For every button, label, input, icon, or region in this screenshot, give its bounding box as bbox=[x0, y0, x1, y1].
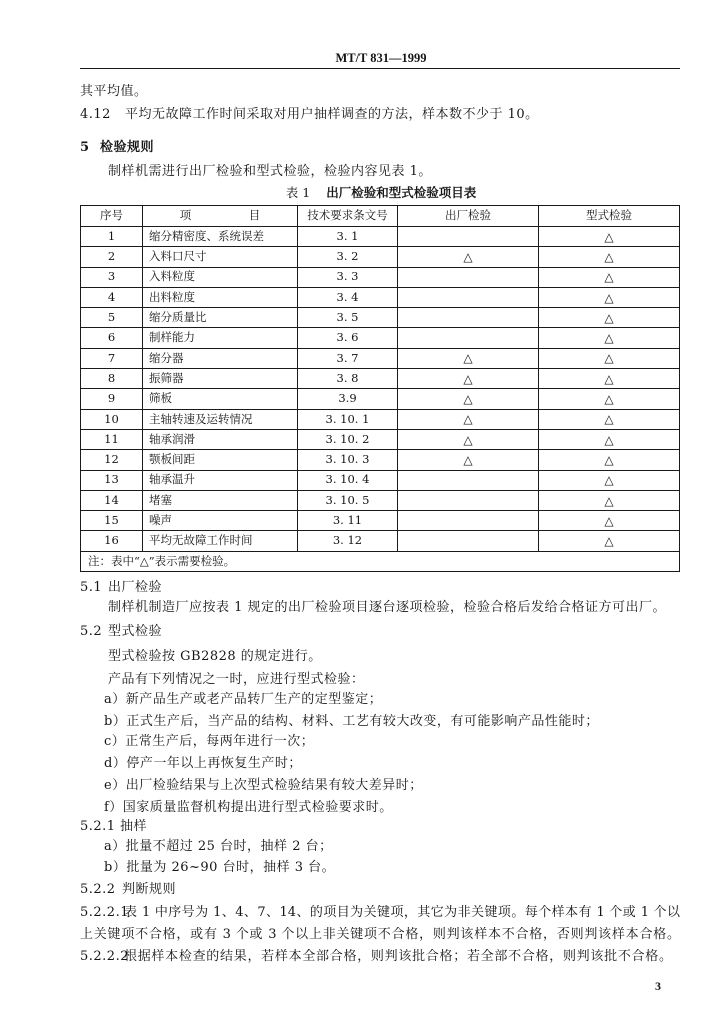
clause-5-2-1-number: 5.2.1 bbox=[80, 819, 116, 834]
header-item: 项 目 bbox=[143, 206, 298, 227]
header-no: 序号 bbox=[81, 206, 143, 227]
clause-5-2-2-title: 判断规则 bbox=[122, 882, 177, 897]
row-type-mark: △ bbox=[539, 409, 680, 429]
section-5-intro: 制样机需进行出厂检验和型式检验，检验内容见表 1。 bbox=[108, 164, 432, 179]
clause-5-1-title: 出厂检验 bbox=[108, 580, 163, 595]
clause-5-2-2-1-number: 5.2.2.1 bbox=[80, 905, 129, 920]
table-row bbox=[81, 409, 680, 429]
condition-item-a: a）新产品生产或老产品转厂生产的定型鉴定； bbox=[104, 692, 383, 707]
table-row bbox=[81, 389, 680, 409]
row-clause: 3. 7 bbox=[298, 348, 398, 368]
condition-item-f: f）国家质量监督机构提出进行型式检验要求时。 bbox=[104, 800, 393, 815]
clause-5-2-text: 型式检验按 GB2828 的规定进行。 bbox=[108, 649, 322, 664]
row-clause: 3. 3 bbox=[298, 267, 398, 287]
row-item: 入料口尺寸 bbox=[143, 247, 298, 267]
row-factory-mark bbox=[398, 308, 539, 328]
table-row bbox=[81, 450, 680, 470]
table-row bbox=[81, 348, 680, 368]
clause-4-12-text: 平均无故障工作时间采取对用户抽样调查的方法，样本数不少于 10。 bbox=[125, 107, 539, 122]
table-row bbox=[81, 490, 680, 510]
header-clause: 技术要求条文号 bbox=[298, 206, 398, 227]
table-label: 表 1 bbox=[285, 185, 311, 200]
row-item: 缩分质量比 bbox=[143, 308, 298, 328]
row-type-mark: △ bbox=[539, 308, 680, 328]
table-row bbox=[81, 267, 680, 287]
row-item: 出料粒度 bbox=[143, 287, 298, 307]
row-item: 轴承润滑 bbox=[143, 429, 298, 449]
header-rule bbox=[80, 68, 680, 69]
row-type-mark: △ bbox=[539, 429, 680, 449]
table-title: 出厂检验和型式检验项目表 bbox=[326, 185, 477, 200]
clause-5-2-2-2-number: 5.2.2.2 bbox=[80, 949, 129, 964]
row-item: 轴承温升 bbox=[143, 470, 298, 490]
row-factory-mark bbox=[398, 328, 539, 348]
clause-5-1-number: 5.1 bbox=[80, 580, 103, 595]
row-type-mark: △ bbox=[539, 490, 680, 510]
row-factory-mark: △ bbox=[398, 409, 539, 429]
header-type-inspection: 型式检验 bbox=[539, 206, 680, 227]
row-number: 3 bbox=[81, 267, 143, 287]
sampling-item-b: b）批量为 26~90 台时，抽样 3 台。 bbox=[104, 860, 336, 875]
clause-5-1-text: 制样机制造厂应按表 1 规定的出厂检验项目逐台逐项检验，检验合格后发给合格证方可出厂。 bbox=[108, 600, 667, 615]
row-number: 4 bbox=[81, 287, 143, 307]
table-row bbox=[81, 287, 680, 307]
table-row bbox=[81, 227, 680, 247]
row-factory-mark: △ bbox=[398, 389, 539, 409]
row-type-mark: △ bbox=[539, 247, 680, 267]
row-type-mark: △ bbox=[539, 531, 680, 551]
page-number: 3 bbox=[655, 979, 661, 993]
row-clause: 3. 1 bbox=[298, 227, 398, 247]
row-factory-mark: △ bbox=[398, 348, 539, 368]
row-item: 振筛器 bbox=[143, 369, 298, 389]
row-type-mark: △ bbox=[539, 227, 680, 247]
table-row bbox=[81, 247, 680, 267]
row-factory-mark: △ bbox=[398, 247, 539, 267]
condition-item-b: b）正式生产后，当产品的结构、材料、工艺有较大改变，有可能影响产品性能时； bbox=[104, 714, 599, 729]
row-clause: 3. 4 bbox=[298, 287, 398, 307]
row-factory-mark: △ bbox=[398, 429, 539, 449]
row-factory-mark bbox=[398, 511, 539, 531]
condition-item-e: e）出厂检验结果与上次型式检验结果有较大差异时； bbox=[104, 778, 423, 793]
row-item: 颚板间距 bbox=[143, 450, 298, 470]
condition-item-d: d）停产一年以上再恢复生产时； bbox=[104, 756, 302, 771]
row-clause: 3. 6 bbox=[298, 328, 398, 348]
table-row bbox=[81, 429, 680, 449]
table-caption bbox=[80, 185, 682, 201]
inspection-items-table bbox=[80, 205, 680, 572]
row-factory-mark: △ bbox=[398, 369, 539, 389]
table-row bbox=[81, 470, 680, 490]
row-item: 制样能力 bbox=[143, 328, 298, 348]
clause-5-2-2-number: 5.2.2 bbox=[80, 882, 116, 897]
clause-5-2-2-2-text: 根据样本检查的结果，若样本全部合格，则判该批合格；若全部不合格，则判该批不合格。 bbox=[124, 949, 672, 964]
header-factory-inspection: 出厂检验 bbox=[398, 206, 539, 227]
row-clause: 3. 11 bbox=[298, 511, 398, 531]
clause-5-2-title: 型式检验 bbox=[108, 624, 163, 639]
row-factory-mark bbox=[398, 287, 539, 307]
row-clause: 3. 2 bbox=[298, 247, 398, 267]
row-type-mark: △ bbox=[539, 450, 680, 470]
row-item: 入料粒度 bbox=[143, 267, 298, 287]
row-factory-mark: △ bbox=[398, 450, 539, 470]
clause-5-2-2-1-line-1: 表 1 中序号为 1、4、7、14、的项目为关键项，其它为非关键项。每个样本有 1 个或 1 个以 bbox=[124, 905, 680, 920]
row-number: 1 bbox=[81, 227, 143, 247]
table-note: 注：表中“△”表示需要检验。 bbox=[81, 551, 680, 571]
row-item: 缩分器 bbox=[143, 348, 298, 368]
row-factory-mark bbox=[398, 470, 539, 490]
table-row bbox=[81, 328, 680, 348]
table-row bbox=[81, 511, 680, 531]
row-item: 噪声 bbox=[143, 511, 298, 531]
row-clause: 3. 12 bbox=[298, 531, 398, 551]
row-clause: 3. 10. 3 bbox=[298, 450, 398, 470]
row-clause: 3. 10. 4 bbox=[298, 470, 398, 490]
row-type-mark: △ bbox=[539, 348, 680, 368]
row-number: 9 bbox=[81, 389, 143, 409]
row-number: 7 bbox=[81, 348, 143, 368]
row-type-mark: △ bbox=[539, 470, 680, 490]
row-number: 13 bbox=[81, 470, 143, 490]
row-number: 5 bbox=[81, 308, 143, 328]
table-row bbox=[81, 531, 680, 551]
row-factory-mark bbox=[398, 531, 539, 551]
row-type-mark: △ bbox=[539, 328, 680, 348]
clause-5-2-condition-intro: 产品有下列情况之一时，应进行型式检验： bbox=[108, 672, 365, 687]
clause-4-12-number: 4.12 bbox=[80, 107, 111, 122]
row-type-mark: △ bbox=[539, 511, 680, 531]
row-clause: 3. 8 bbox=[298, 369, 398, 389]
row-clause: 3. 5 bbox=[298, 308, 398, 328]
row-type-mark: △ bbox=[539, 389, 680, 409]
row-number: 14 bbox=[81, 490, 143, 510]
row-factory-mark bbox=[398, 227, 539, 247]
condition-item-c: c）正常生产后，每两年进行一次； bbox=[104, 734, 315, 749]
row-type-mark: △ bbox=[539, 287, 680, 307]
row-number: 8 bbox=[81, 369, 143, 389]
row-item: 堵塞 bbox=[143, 490, 298, 510]
standard-code-header: MT/T 831—1999 bbox=[335, 51, 427, 65]
clause-5-2-1-title: 抽样 bbox=[120, 819, 148, 834]
row-factory-mark bbox=[398, 267, 539, 287]
table-note-row bbox=[81, 551, 680, 571]
clause-5-2-number: 5.2 bbox=[80, 624, 103, 639]
row-item: 平均无故障工作时间 bbox=[143, 531, 298, 551]
table-row bbox=[81, 308, 680, 328]
row-type-mark: △ bbox=[539, 369, 680, 389]
row-number: 10 bbox=[81, 409, 143, 429]
row-factory-mark bbox=[398, 490, 539, 510]
table-row bbox=[81, 369, 680, 389]
row-number: 15 bbox=[81, 511, 143, 531]
row-item: 主轴转速及运转情况 bbox=[143, 409, 298, 429]
table-header-row bbox=[81, 206, 680, 227]
sampling-item-a: a）批量不超过 25 台时，抽样 2 台； bbox=[104, 839, 333, 854]
clause-5-2-2-1-line-2: 上关键项不合格，或有 3 个或 3 个以上非关键项不合格，则判该样本不合格，否则判该样本合格。 bbox=[80, 927, 680, 942]
row-number: 12 bbox=[81, 450, 143, 470]
row-clause: 3. 10. 1 bbox=[298, 409, 398, 429]
row-number: 11 bbox=[81, 429, 143, 449]
row-number: 16 bbox=[81, 531, 143, 551]
row-number: 6 bbox=[81, 328, 143, 348]
row-number: 2 bbox=[81, 247, 143, 267]
row-item: 缩分精密度、系统误差 bbox=[143, 227, 298, 247]
section-5-title: 检验规则 bbox=[100, 140, 155, 155]
continuation-text: 其平均值。 bbox=[80, 84, 148, 99]
section-5-number: 5 bbox=[80, 140, 90, 155]
row-clause: 3. 10. 5 bbox=[298, 490, 398, 510]
row-clause: 3. 10. 2 bbox=[298, 429, 398, 449]
row-item: 筛板 bbox=[143, 389, 298, 409]
row-type-mark: △ bbox=[539, 267, 680, 287]
row-clause: 3.9 bbox=[298, 389, 398, 409]
